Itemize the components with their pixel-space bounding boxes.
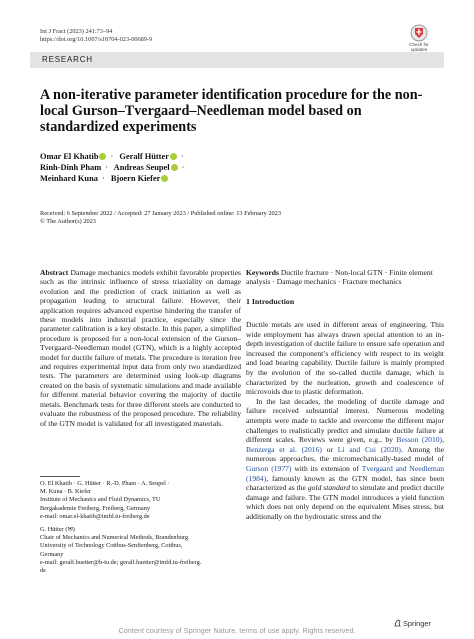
- affiliation-line: G. Hütter (✉): [40, 526, 75, 534]
- keywords: [246, 268, 444, 287]
- keywords-text: Ductile fracture · Non-local GTN · Finite element analysis · Damage mechanics · Fracture mechanics: [246, 268, 433, 287]
- affiliation-email[interactable]: e-mail: geralf.huetter@b-tu.de; geralf.huetter@imfd.tu-freiberg.: [40, 558, 202, 566]
- section-label: RESEARCH: [42, 55, 93, 64]
- separator-dot: ·: [110, 152, 114, 161]
- citation-link[interactable]: Li and Cui (2020): [337, 444, 401, 454]
- article-title: A non-iterative parameter identification procedure for the non-local Gurson–Tvergaard–Needleman model based on standardized experiments: [40, 87, 423, 136]
- separator-dot: ·: [101, 174, 105, 183]
- affiliation-line: Germany: [40, 550, 64, 558]
- author-name[interactable]: Omar El Khatib: [40, 152, 99, 161]
- courtesy-notice: Content courtesy of Springer Nature, terms of use apply. Rights reserved.: [118, 626, 356, 635]
- affiliation-line: Chair of Mechanics and Numerical Methods, Brandenburg: [40, 534, 188, 542]
- journal-header: [40, 28, 152, 45]
- paragraph: [246, 397, 444, 522]
- emphasis-text: gold standard: [307, 483, 351, 493]
- copyright-line: © The Author(s) 2023: [40, 218, 96, 226]
- affiliation-email[interactable]: e-mail: omar.el-khatib@imfd.tu-freiberg.de: [40, 512, 150, 520]
- affiliation-line: Institute of Mechanics and Fluid Dynamics, TU: [40, 496, 161, 504]
- introduction-body: [246, 320, 444, 521]
- journal-citation: Int J Fract (2023) 241:73–94: [40, 28, 113, 35]
- publication-dates: [40, 210, 440, 227]
- paragraph-text: ,: [442, 435, 444, 445]
- orcid-icon[interactable]: [170, 153, 177, 160]
- publisher-name: Springer: [403, 619, 431, 628]
- crossmark-icon: [410, 24, 428, 42]
- affiliation-line: O. El Khatib · G. Hütter · R.-D. Pham · A. Seupel ·: [40, 480, 170, 487]
- dates-line: Received: 6 September 2022 / Accepted: 27 January 2023 / Published online: 13 February 2023: [40, 210, 281, 217]
- author-list: [40, 151, 440, 184]
- orcid-icon[interactable]: [171, 164, 178, 171]
- orcid-icon[interactable]: [161, 175, 168, 182]
- citation-link[interactable]: Benzerga et al. (2016): [246, 444, 322, 454]
- paragraph-text: . Among the numerous approaches, the micromechanically-based model of: [246, 444, 444, 464]
- separator-dot: ·: [180, 152, 184, 161]
- affiliation-line: de: [40, 567, 46, 575]
- paragraph: Ductile metals are used in different areas of engineering. This wide employment has always drawn special attention to an in-depth investigation of ductile failure to ensure safe operation and increased the component’s efficiency with respect to its weight and load bearing capability. Ductile failure is mainly prompted by the evolution of the so-called ductile damage, which is characterized by the nucleation, growth and coalescence of microvoids due to plastic deformation.: [246, 320, 444, 397]
- crossmark-badge[interactable]: [404, 24, 434, 52]
- paragraph-text: to simulate and predict ductile damage and failure. The GTN model introduces a yield function which does not only depend on the equivalent Mises stress, but additionally on the hydrostatic stress and the: [246, 483, 445, 521]
- abstract: [40, 268, 241, 428]
- affiliation-line: M. Kuna · B. Kiefer: [40, 488, 92, 496]
- affiliations: [40, 480, 240, 575]
- paragraph-text: or: [321, 444, 338, 454]
- citation-link[interactable]: Gurson (1977): [246, 463, 292, 473]
- separator-dot: ·: [181, 163, 185, 172]
- paragraph-text: with its extension of: [291, 463, 362, 473]
- orcid-icon[interactable]: [99, 153, 106, 160]
- abstract-label: Abstract: [40, 268, 69, 277]
- section-heading: 1 Introduction: [246, 297, 295, 306]
- citation-link[interactable]: Besson (2010): [396, 435, 443, 445]
- doi-link[interactable]: https://doi.org/10.1007/s10704-023-00689-9: [40, 36, 153, 44]
- footnote-rule: [40, 476, 80, 477]
- author-name[interactable]: Meinhard Kuna: [40, 174, 98, 183]
- citation-link[interactable]: Tvergaard and Needleman (1984): [246, 463, 444, 483]
- affiliation-line: Bergakademie Freiberg, Freiberg, Germany: [40, 504, 150, 512]
- author-name[interactable]: Bjoern Kiefer: [110, 174, 161, 183]
- abstract-text: Damage mechanics models exhibit favorable properties such as the intrinsic influence of stress triaxiality on damage evolution and the prediction of crack initiation as well as propagation leading to structural failure. However, their application requires advanced expertise hindering the transfer of these models into industrial practice, especially since the parameter calibration is a key obstacle. In this paper, a simplified procedure is proposed for a non-local extension of the Gurson–Tvergaard–Needleman model (GTN), which is a highly accepted model for ductile failure of metals. The procedure is iteration free and requires experimental input data from only two standardized tests. The parameters are determined using look-up diagrams created on the basis of systematic simulations and made available for different material behavior covering the majority of ductile metals. Benchmark tests for three different steels are conducted to evaluate the robustness of the proposed procedure. The reliability of the GTN model is validated for all investigated materials.: [40, 268, 241, 428]
- author-name[interactable]: Geralf Hütter: [119, 152, 169, 161]
- author-name[interactable]: Andreas Seupel: [113, 163, 170, 172]
- paragraph-text: In the last decades, the modeling of ductile damage and failure received substantial interest. Numerous modeling attempts were made to tackle and overcome the different major challenges to realistically predict and simulate ductile failure at different scales. Reviews were given, e.g., by: [246, 396, 444, 445]
- paragraph-text: , famously known as the GTN model, has since been characterized as the: [246, 473, 444, 493]
- affiliation-line: University of Technology Cottbus-Senftenberg, Cottbus,: [40, 542, 183, 550]
- separator-dot: ·: [105, 163, 108, 172]
- keywords-label: Keywords: [246, 268, 279, 277]
- crossmark-label-2: updates: [410, 47, 428, 53]
- crossmark-label-1: Check for: [409, 42, 429, 47]
- author-name[interactable]: Rinh-Dinh Pham: [40, 163, 102, 172]
